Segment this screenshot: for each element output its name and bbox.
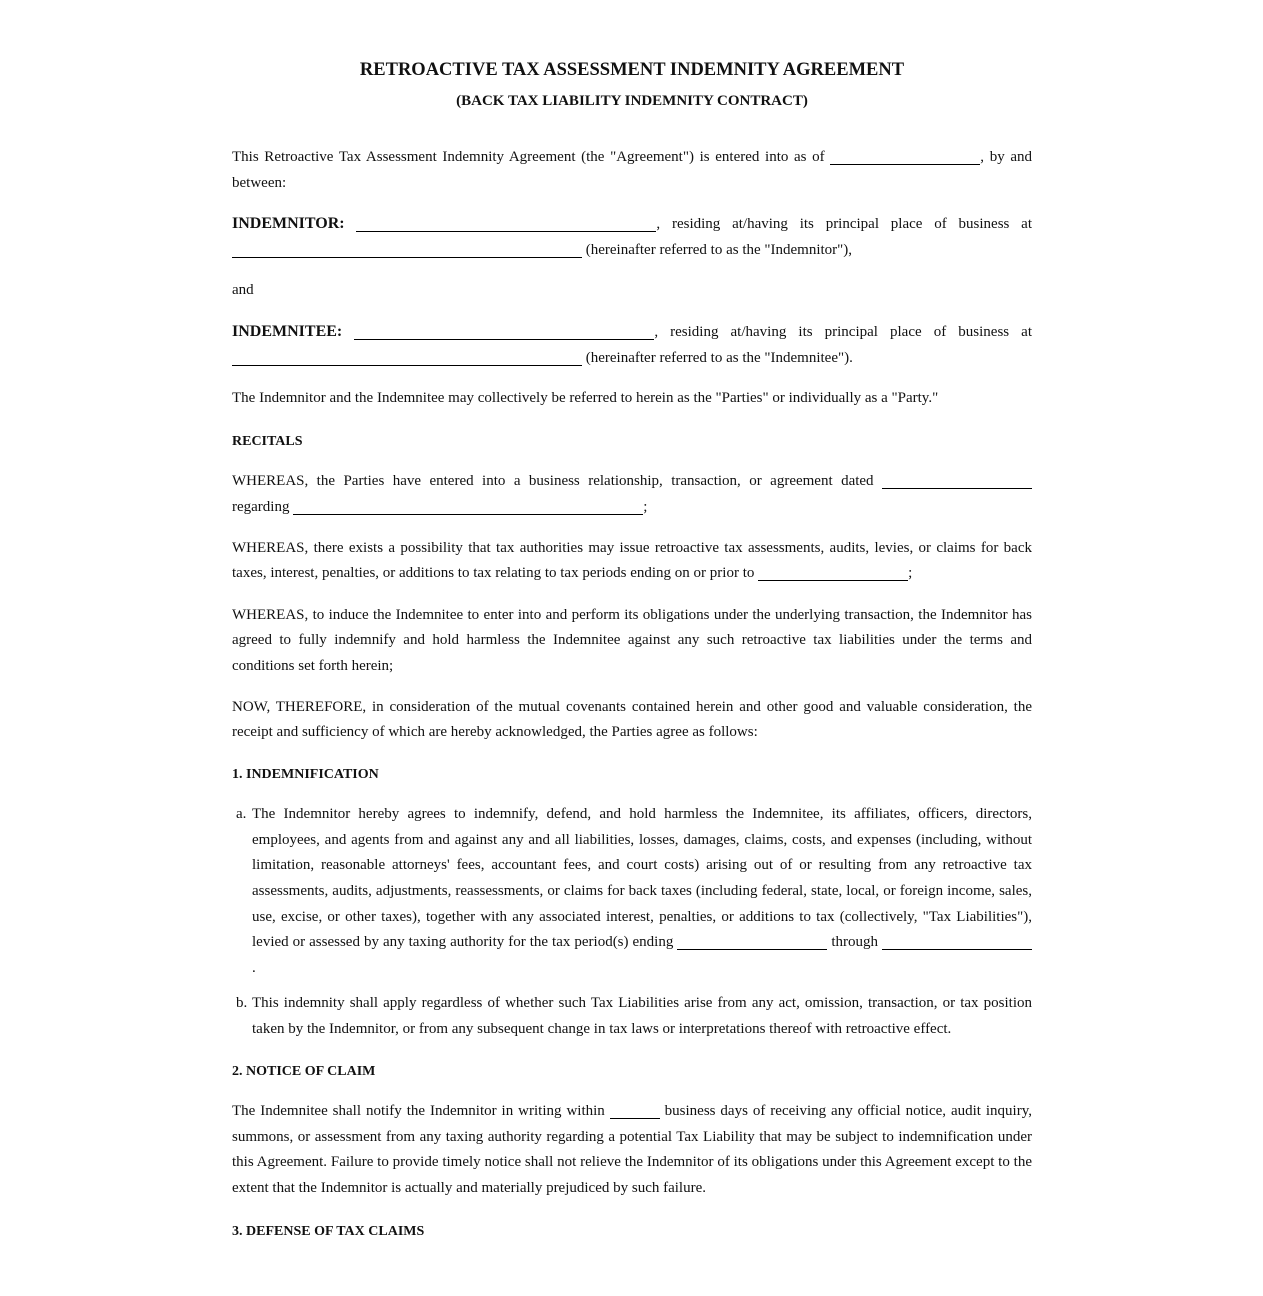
whereas-1-text: WHEREAS, the Parties have entered into a business relationship, transaction, or agreement dated (232, 473, 882, 490)
agreement-document (232, 58, 1032, 1244)
indemnitor-label: INDEMNITOR: (232, 215, 345, 233)
whereas-3: WHEREAS, to induce the Indemnitee to enter into and perform its obligations under the underlying transaction, the Indemnitor has agreed to fully indemnify and hold harmless the Indemnitee against any such retroactive tax liabilities under the terms and conditions set forth herein; (232, 606, 1032, 674)
agreement-subject-blank[interactable] (293, 500, 643, 515)
indemnitee-address-blank[interactable] (232, 351, 582, 366)
indemnitee-paragraph (232, 319, 1032, 371)
indemnitor-address-blank[interactable] (232, 243, 582, 258)
tax-period-end-blank[interactable] (758, 566, 908, 581)
indemnitor-residing-text: , residing at/having its principal place of business at (656, 216, 1033, 233)
agreement-date-blank[interactable] (882, 474, 1032, 489)
indemnitee-name-blank[interactable] (354, 325, 654, 340)
list-item (232, 991, 1032, 1042)
clause-b-text: This indemnity shall apply regardless of whether such Tax Liabilities arise from any act, omission, transaction, or tax position taken by the Indemnitor, or from any subsequent change in tax laws or interpretations thereof with retroactive effect. (252, 995, 1032, 1038)
document-subtitle: (BACK TAX LIABILITY INDEMNITY CONTRACT) (456, 93, 808, 109)
through-text: through (827, 934, 882, 951)
notice-paragraph (232, 1099, 1032, 1201)
and-text: and (232, 282, 254, 299)
whereas-1-regarding: regarding (232, 498, 294, 515)
whereas-2-text: WHEREAS, there exists a possibility that tax authorities may issue retroactive tax assessments, audits, levies, or claims for back taxes, interest, penalties, or additions to tax relating to tax periods ending on or prior to (232, 539, 1032, 582)
now-therefore: NOW, THEREFORE, in consideration of the mutual covenants contained herein and other good and valuable consideration, the receipt and sufficiency of which are hereby acknowledged, the Parties agree as follows: (232, 698, 1032, 741)
list-marker: b. (236, 995, 248, 1012)
indemnitor-paragraph (232, 211, 1032, 263)
section-1-heading: 1. INDEMNIFICATION (232, 766, 379, 782)
notice-days-blank[interactable] (610, 1104, 660, 1119)
clause-a-end: . (252, 959, 256, 976)
clause-a-text: The Indemnitor hereby agrees to indemnify, defend, and hold harmless the Indemnitee, its affiliates, officers, directors, employees, and agents from and against any and all liabilities, losses, damages, claims, costs, and expenses (including, without limitation, reasonable attorneys' fees, accountant fees, and court costs) arising out of or resulting from any retroactive tax assessments, audits, adjustments, reassessments, or claims for back taxes (including federal, state, local, or foreign income, sales, use, excise, or other taxes), together with any associated interest, penalties, or additions to tax (collectively, "Tax Liabilities"), levied or assessed by any taxing authority for the tax period(s) ending (252, 806, 1032, 951)
whereas-2-end: ; (908, 565, 913, 582)
indemnitee-label: INDEMNITEE: (232, 322, 343, 340)
intro-paragraph (232, 145, 1032, 196)
intro-text-end: , by and between: (232, 149, 1032, 191)
indemnitor-reference-text: (hereinafter referred to as the "Indemnitor"), (585, 241, 853, 258)
indemnification-list (232, 802, 1032, 1042)
list-item (232, 802, 1032, 981)
indemnitor-name-blank[interactable] (356, 217, 656, 232)
list-marker: a. (236, 806, 247, 823)
document-title: RETROACTIVE TAX ASSESSMENT INDEMNITY AGREEMENT (359, 60, 905, 80)
parties-definition: The Indemnitor and the Indemnitee may collectively be referred to herein as the "Parties" or individually as a "Party." (232, 390, 939, 407)
notice-text: The Indemnitee shall notify the Indemnitor in writing within (232, 1103, 610, 1120)
whereas-1-end: ; (643, 498, 648, 515)
section-3-heading: 3. DEFENSE OF TAX CLAIMS (232, 1223, 425, 1239)
recitals-heading: RECITALS (232, 433, 303, 449)
section-2-heading: 2. NOTICE OF CLAIM (232, 1063, 376, 1079)
notice-text-end: business days of receiving any official notice, audit inquiry, summons, or assessment from any taxing authority regarding a potential Tax Liability that may be subject to indemnification under this Agreement. Failure to provide timely notice shall not relieve the Indemnitor of its obligations under this Agreement except to the extent that the Indemnitor is actually and materially prejudiced by such failure. (232, 1103, 1032, 1196)
effective-date-blank[interactable] (830, 150, 980, 165)
intro-text: This Retroactive Tax Assessment Indemnity Agreement (the "Agreement") is entered into as of (232, 149, 831, 165)
indemnitee-residing-text: , residing at/having its principal place of business at (654, 323, 1033, 340)
tax-period-through-blank[interactable] (882, 935, 1032, 950)
whereas-1 (232, 469, 1032, 520)
indemnitee-reference-text: (hereinafter referred to as the "Indemnitee"). (585, 349, 853, 366)
tax-period-start-blank[interactable] (677, 935, 827, 950)
whereas-2 (232, 536, 1032, 587)
